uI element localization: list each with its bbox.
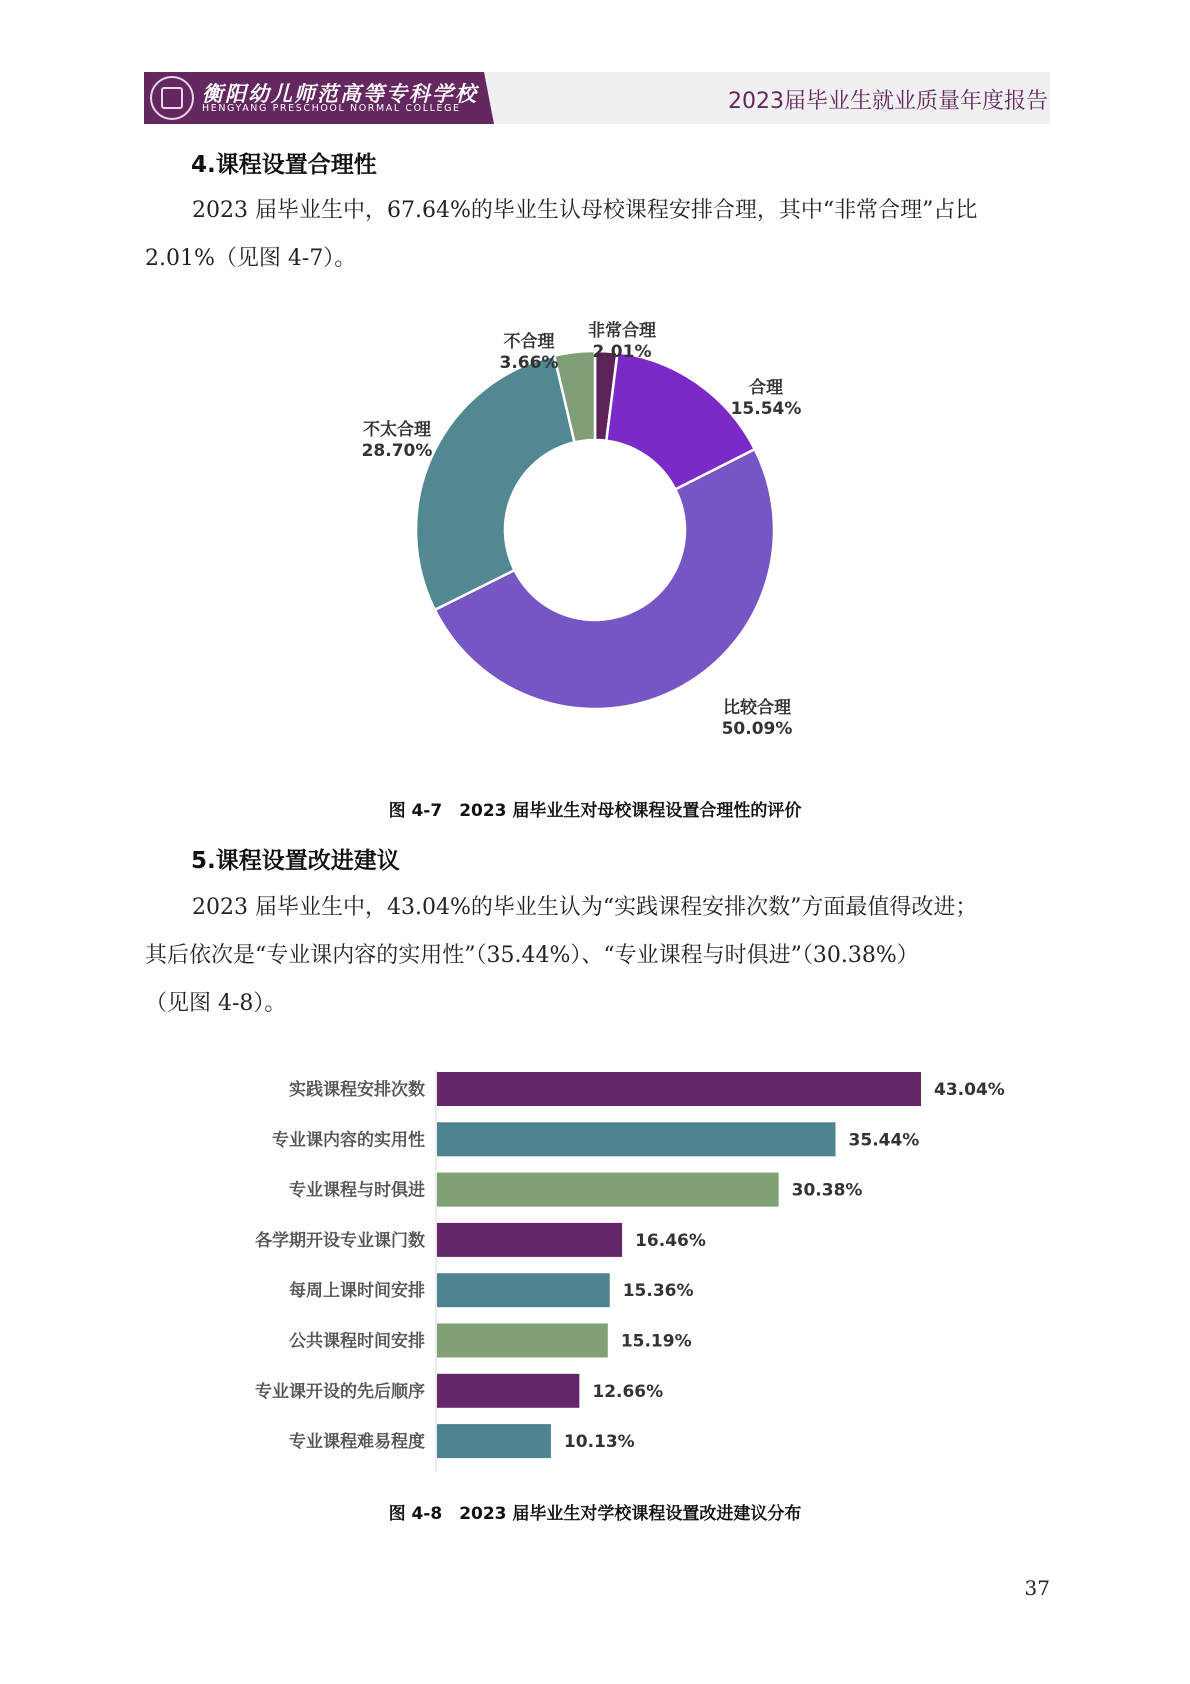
bar [437, 1324, 608, 1358]
bar-value-label: 30.38% [791, 1180, 863, 1201]
section-4-paragraph [145, 187, 1050, 283]
paragraph-line: 2023 届毕业生中，43.04%的毕业生认为“实践课程安排次数”方面最值得改进； [192, 895, 978, 920]
figure-4-8-caption: 图 4-8 2023 届毕业生对学校课程设置改进建议分布 [388, 1504, 802, 1524]
donut-slice-value: 15.54% [730, 399, 802, 419]
donut-slice [416, 356, 574, 610]
bar-category-label: 各学期开设专业课门数 [255, 1230, 425, 1251]
bar [437, 1072, 921, 1106]
donut-slice-value: 28.70% [361, 441, 433, 461]
bar-value-label: 10.13% [563, 1432, 635, 1453]
report-title: 2023届毕业生就业质量年度报告 [728, 89, 1048, 114]
paragraph-line: 其后依次是“专业课内容的实用性”（35.44%）、“专业课程与时俱进”（30.38%） [145, 943, 919, 968]
bar [437, 1122, 836, 1156]
bar-category-label: 专业课程与时俱进 [289, 1180, 425, 1201]
bar [437, 1223, 622, 1257]
bar [437, 1424, 551, 1458]
bar-category-label: 专业课内容的实用性 [272, 1130, 425, 1151]
donut-slice-value: 2.01% [592, 342, 652, 362]
donut-chart [0, 310, 1190, 760]
donut-slice-label: 不合理 [503, 332, 555, 352]
school-name-en: HENGYANG PRESCHOOL NORMAL COLLEGE [202, 103, 461, 114]
bar-value-label: 43.04% [934, 1080, 1005, 1100]
figure-4-7-caption: 图 4-7 2023 届毕业生对母校课程设置合理性的评价 [388, 801, 802, 821]
bar-value-label: 15.36% [622, 1281, 694, 1302]
paragraph-line: （见图 4-8）。 [145, 991, 287, 1016]
donut-slice-label: 非常合理 [588, 321, 656, 341]
bar-value-label: 15.19% [620, 1331, 692, 1352]
school-seal-icon [150, 76, 194, 120]
school-name-cn: 衡阳幼儿师范高等专科学校 [202, 81, 478, 106]
paragraph-line: 2023 届毕业生中，67.64%的毕业生认母校课程安排合理，其中“非常合理”占比 [192, 198, 978, 223]
donut-slice-label: 不太合理 [363, 420, 431, 440]
bar-value-label: 16.46% [635, 1230, 706, 1251]
donut-slice-label: 合理 [749, 378, 783, 398]
section-5-paragraph [145, 884, 1050, 1028]
bar [437, 1273, 610, 1307]
donut-slice-label: 比较合理 [723, 698, 791, 718]
page-number: 37 [1024, 1576, 1050, 1600]
paragraph-line: 2.01%（见图 4-7）。 [145, 246, 357, 271]
bar-chart [0, 1060, 1190, 1480]
bar-value-label: 35.44% [848, 1130, 920, 1151]
bar [437, 1173, 779, 1207]
donut-slice-value: 3.66% [499, 353, 559, 373]
bar-category-label: 专业课开设的先后顺序 [255, 1381, 425, 1402]
section-5-heading: 5.课程设置改进建议 [191, 848, 400, 874]
bar-category-label: 实践课程安排次数 [289, 1080, 425, 1100]
bar [437, 1374, 579, 1408]
section-4-heading: 4.课程设置合理性 [191, 152, 377, 178]
bar-category-label: 每周上课时间安排 [289, 1281, 425, 1302]
bar-category-label: 专业课程难易程度 [289, 1432, 425, 1453]
bar-value-label: 12.66% [592, 1381, 664, 1402]
donut-slice-value: 50.09% [721, 719, 793, 739]
bar-category-label: 公共课程时间安排 [289, 1331, 425, 1352]
